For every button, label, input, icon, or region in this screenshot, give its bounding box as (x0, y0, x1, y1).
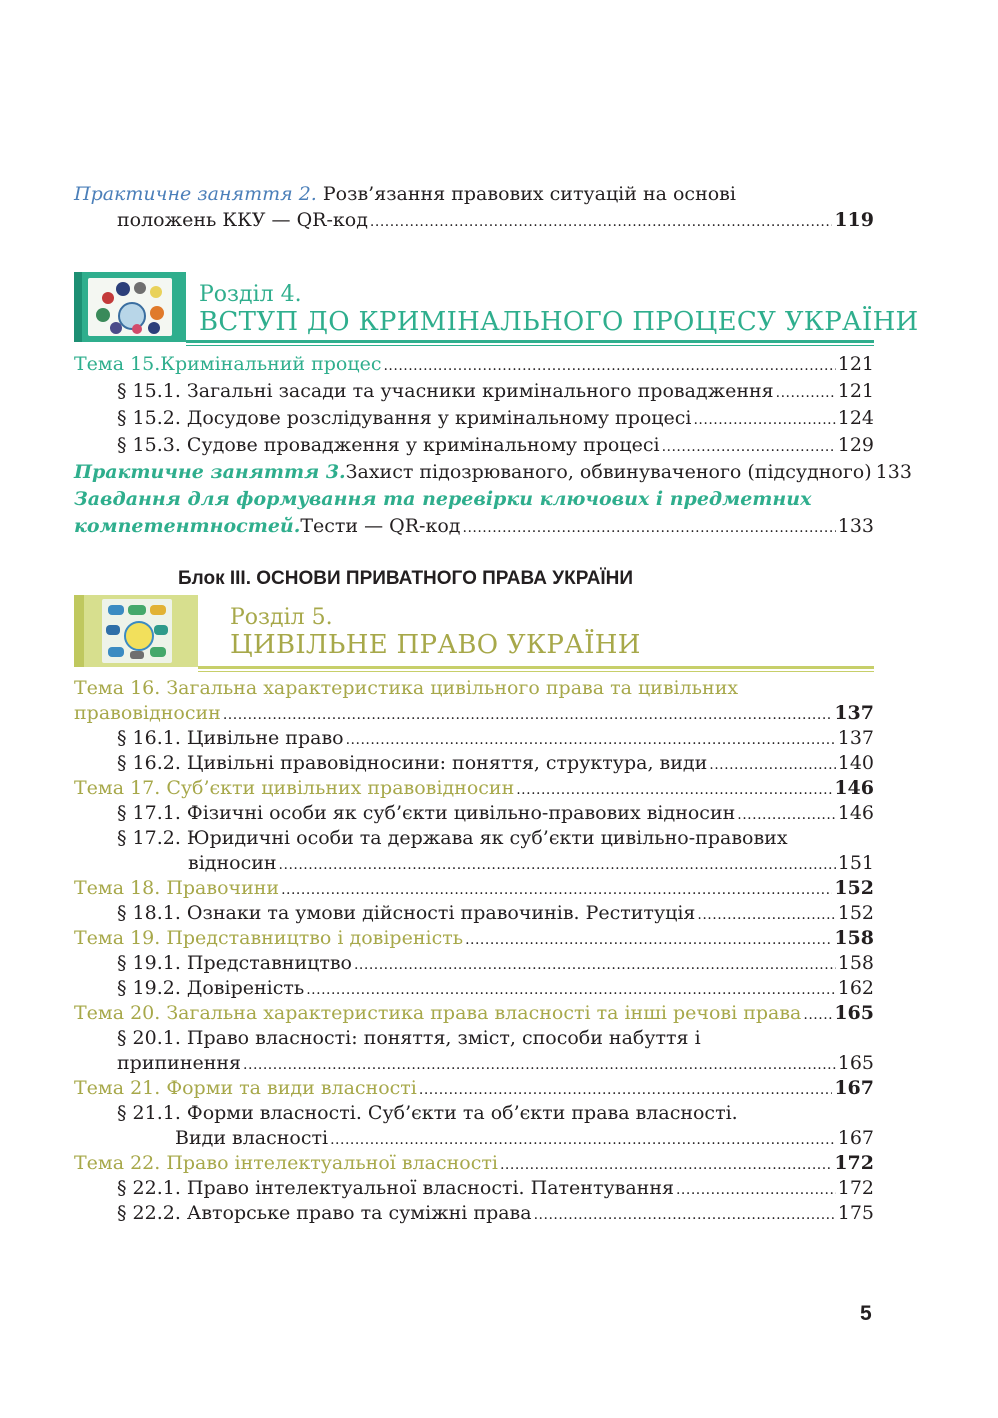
entry-text: відносин (188, 852, 277, 874)
entry-text: Тема 17. Суб’єкти цивільних правовідносин (74, 777, 515, 799)
entry-text: Тема 20. Загальна характеристика права власності та інші речові права (74, 1002, 802, 1024)
page-number: 124 (837, 407, 874, 429)
leader-dots (776, 381, 836, 405)
entry-text: Тема 18. Правочини (74, 877, 280, 899)
leader-dots (243, 1053, 836, 1077)
leader-dots (354, 953, 836, 977)
page-number: 172 (834, 1152, 874, 1174)
toc-entry-19-1[interactable] (117, 951, 874, 977)
pz3-text: Захист підозрюваного, обвинуваченого (підсудного) (345, 461, 872, 483)
page-number: 133 (875, 461, 912, 483)
toc-entry-tema16[interactable] (74, 701, 874, 727)
tasks-text: Тести — QR-код (300, 515, 461, 537)
page-number: 129 (837, 434, 874, 456)
page-number: 137 (837, 727, 874, 749)
block-heading: Блок ІІІ. ОСНОВИ ПРИВАТНОГО ПРАВА УКРАЇНИ (178, 568, 634, 589)
page-number: 121 (837, 353, 874, 375)
toc-entry-15-3[interactable] (117, 433, 874, 459)
leader-dots (662, 435, 836, 459)
leader-dots (463, 516, 836, 540)
leader-dots (676, 1178, 836, 1202)
entry-text: Види власності (175, 1127, 329, 1149)
toc-entry-16-2[interactable] (117, 751, 874, 777)
leader-dots (737, 803, 835, 827)
page-number: 151 (837, 852, 874, 874)
page-number: 137 (834, 702, 874, 724)
leader-dots (500, 1153, 832, 1177)
entry-text: Тема 15.Кримінальний процес (74, 353, 382, 375)
toc-entry-18-1[interactable] (117, 901, 874, 927)
entry-21-1-line1: § 21.1. Форми власності. Суб’єкти та об’єкти права власності. (117, 1102, 738, 1124)
page-number: 121 (837, 380, 874, 402)
page-number: 167 (834, 1077, 874, 1099)
toc-entry-15-2[interactable] (117, 406, 874, 432)
toc-entry-tema19[interactable] (74, 926, 874, 952)
leader-dots (383, 354, 835, 378)
entry-text: § 16.1. Цивільне право (117, 727, 344, 749)
entry-text: § 15.2. Досудове розслідування у кримінальному процесі (117, 407, 692, 429)
entry-text: § 22.2. Авторське право та суміжні права (117, 1202, 532, 1224)
entry-text: § 18.1. Ознаки та умови дійсності правочинів. Реституція (117, 902, 696, 924)
section5-collage (102, 599, 172, 663)
section5-stripe (74, 595, 84, 667)
toc-entry-tema22[interactable] (74, 1151, 874, 1177)
page-number: 152 (837, 902, 874, 924)
toc-entry-17-2[interactable] (188, 851, 874, 877)
page-number: 165 (834, 1002, 874, 1024)
leader-dots (803, 1003, 832, 1027)
entry-text: § 19.2. Довіреність (117, 977, 305, 999)
page-number: 172 (837, 1177, 874, 1199)
entry-text: правовідносин (74, 702, 221, 724)
toc-entry-tema20[interactable] (74, 1001, 874, 1027)
section5-label: Розділ 5. (230, 605, 333, 630)
entry-20-1-line1: § 20.1. Право власності: поняття, зміст, способи набуття і (117, 1027, 701, 1049)
section4-rule-thin (186, 345, 874, 346)
page-number: 167 (837, 1127, 874, 1149)
leader-dots (534, 1203, 836, 1227)
leader-dots (346, 728, 836, 752)
leader-dots (330, 1128, 836, 1152)
toc-entry-tema18[interactable] (74, 876, 874, 902)
leader-dots (465, 928, 832, 952)
page-number: 175 (837, 1202, 874, 1224)
page-number: 119 (834, 209, 874, 231)
page-number: 140 (837, 752, 874, 774)
toc-entry-tema15[interactable] (74, 352, 874, 378)
toc-entry-21-1[interactable] (175, 1126, 874, 1152)
toc-entry-pz2[interactable] (117, 208, 874, 234)
section5-title: ЦИВІЛЬНЕ ПРАВО УКРАЇНИ (230, 630, 641, 660)
page-number: 133 (837, 515, 874, 537)
toc-entry-15-1[interactable] (117, 379, 874, 405)
entry-text: § 15.3. Судове провадження у кримінальному процесі (117, 434, 660, 456)
entry-text: Тема 22. Право інтелектуальної власності (74, 1152, 498, 1174)
page-footer-number: 5 (860, 1302, 872, 1325)
toc-entry-pz3[interactable] (74, 460, 912, 486)
section4-image (74, 272, 186, 342)
page-number: 146 (834, 777, 874, 799)
section4-collage (88, 278, 172, 336)
toc-entry-pz2-line1 (74, 182, 736, 206)
toc-entry-17-1[interactable] (117, 801, 874, 827)
toc-entry-tema17[interactable] (74, 776, 874, 802)
leader-dots (693, 408, 835, 432)
section4-stripe (74, 272, 82, 342)
section4-rule (186, 340, 874, 343)
entry-text: припинення (117, 1052, 242, 1074)
entry-text: § 16.2. Цивільні правовідносини: поняття, структура, види (117, 752, 708, 774)
leader-dots (516, 778, 832, 802)
entry-text: § 19.1. Представництво (117, 952, 352, 974)
pz2-text: Розв’язання правових ситуацій на основі (316, 183, 736, 205)
tema16-line1: Тема 16. Загальна характеристика цивільного права та цивільних (74, 677, 739, 699)
section5-rule (198, 666, 874, 669)
toc-entry-22-1[interactable] (117, 1176, 874, 1202)
leader-dots (223, 703, 832, 727)
toc-entry-16-1[interactable] (117, 726, 874, 752)
leader-dots (370, 210, 832, 234)
page-number: 158 (837, 952, 874, 974)
section5-rule-thin (198, 671, 874, 672)
pz3-label: Практичне заняття 3. (74, 461, 346, 483)
leader-dots (709, 753, 835, 777)
leader-dots (281, 878, 832, 902)
page-number: 158 (834, 927, 874, 949)
pz2-line2: положень ККУ — QR-код (117, 209, 368, 231)
leader-dots (306, 978, 836, 1002)
toc-entry-tasks[interactable] (74, 514, 874, 540)
toc-entry-20-1[interactable] (117, 1051, 874, 1077)
tasks-label: компетентностей. (74, 515, 301, 537)
toc-entry-tema21[interactable] (74, 1076, 874, 1102)
leader-dots (419, 1078, 832, 1102)
page-number: 162 (837, 977, 874, 999)
entry-text: Тема 21. Форми та види власності (74, 1077, 417, 1099)
page-number: 152 (834, 877, 874, 899)
tasks-line1: Завдання для формування та перевірки ключових і предметних (74, 488, 812, 510)
leader-dots (697, 903, 835, 927)
toc-entry-22-2[interactable] (117, 1201, 874, 1227)
entry-text: § 15.1. Загальні засади та учасники кримінального провадження (117, 380, 774, 402)
toc-entry-19-2[interactable] (117, 976, 874, 1002)
entry-text: § 22.1. Право інтелектуальної власності. Патентування (117, 1177, 674, 1199)
leader-dots (279, 853, 836, 877)
page-number: 146 (837, 802, 874, 824)
entry-text: § 17.1. Фізичні особи як суб’єкти цивільно-правових відносин (117, 802, 736, 824)
section4-label: Розділ 4. (199, 282, 302, 307)
entry-text: Тема 19. Представництво і довіреність (74, 927, 464, 949)
page-number: 165 (837, 1052, 874, 1074)
entry-17-2-line1: § 17.2. Юридичні особи та держава як суб’єкти цивільно-правових (117, 827, 788, 849)
section5-image (74, 595, 198, 667)
pz2-label: Практичне заняття 2. (74, 183, 317, 205)
section4-title: ВСТУП ДО КРИМІНАЛЬНОГО ПРОЦЕСУ УКРАЇНИ (199, 307, 919, 337)
